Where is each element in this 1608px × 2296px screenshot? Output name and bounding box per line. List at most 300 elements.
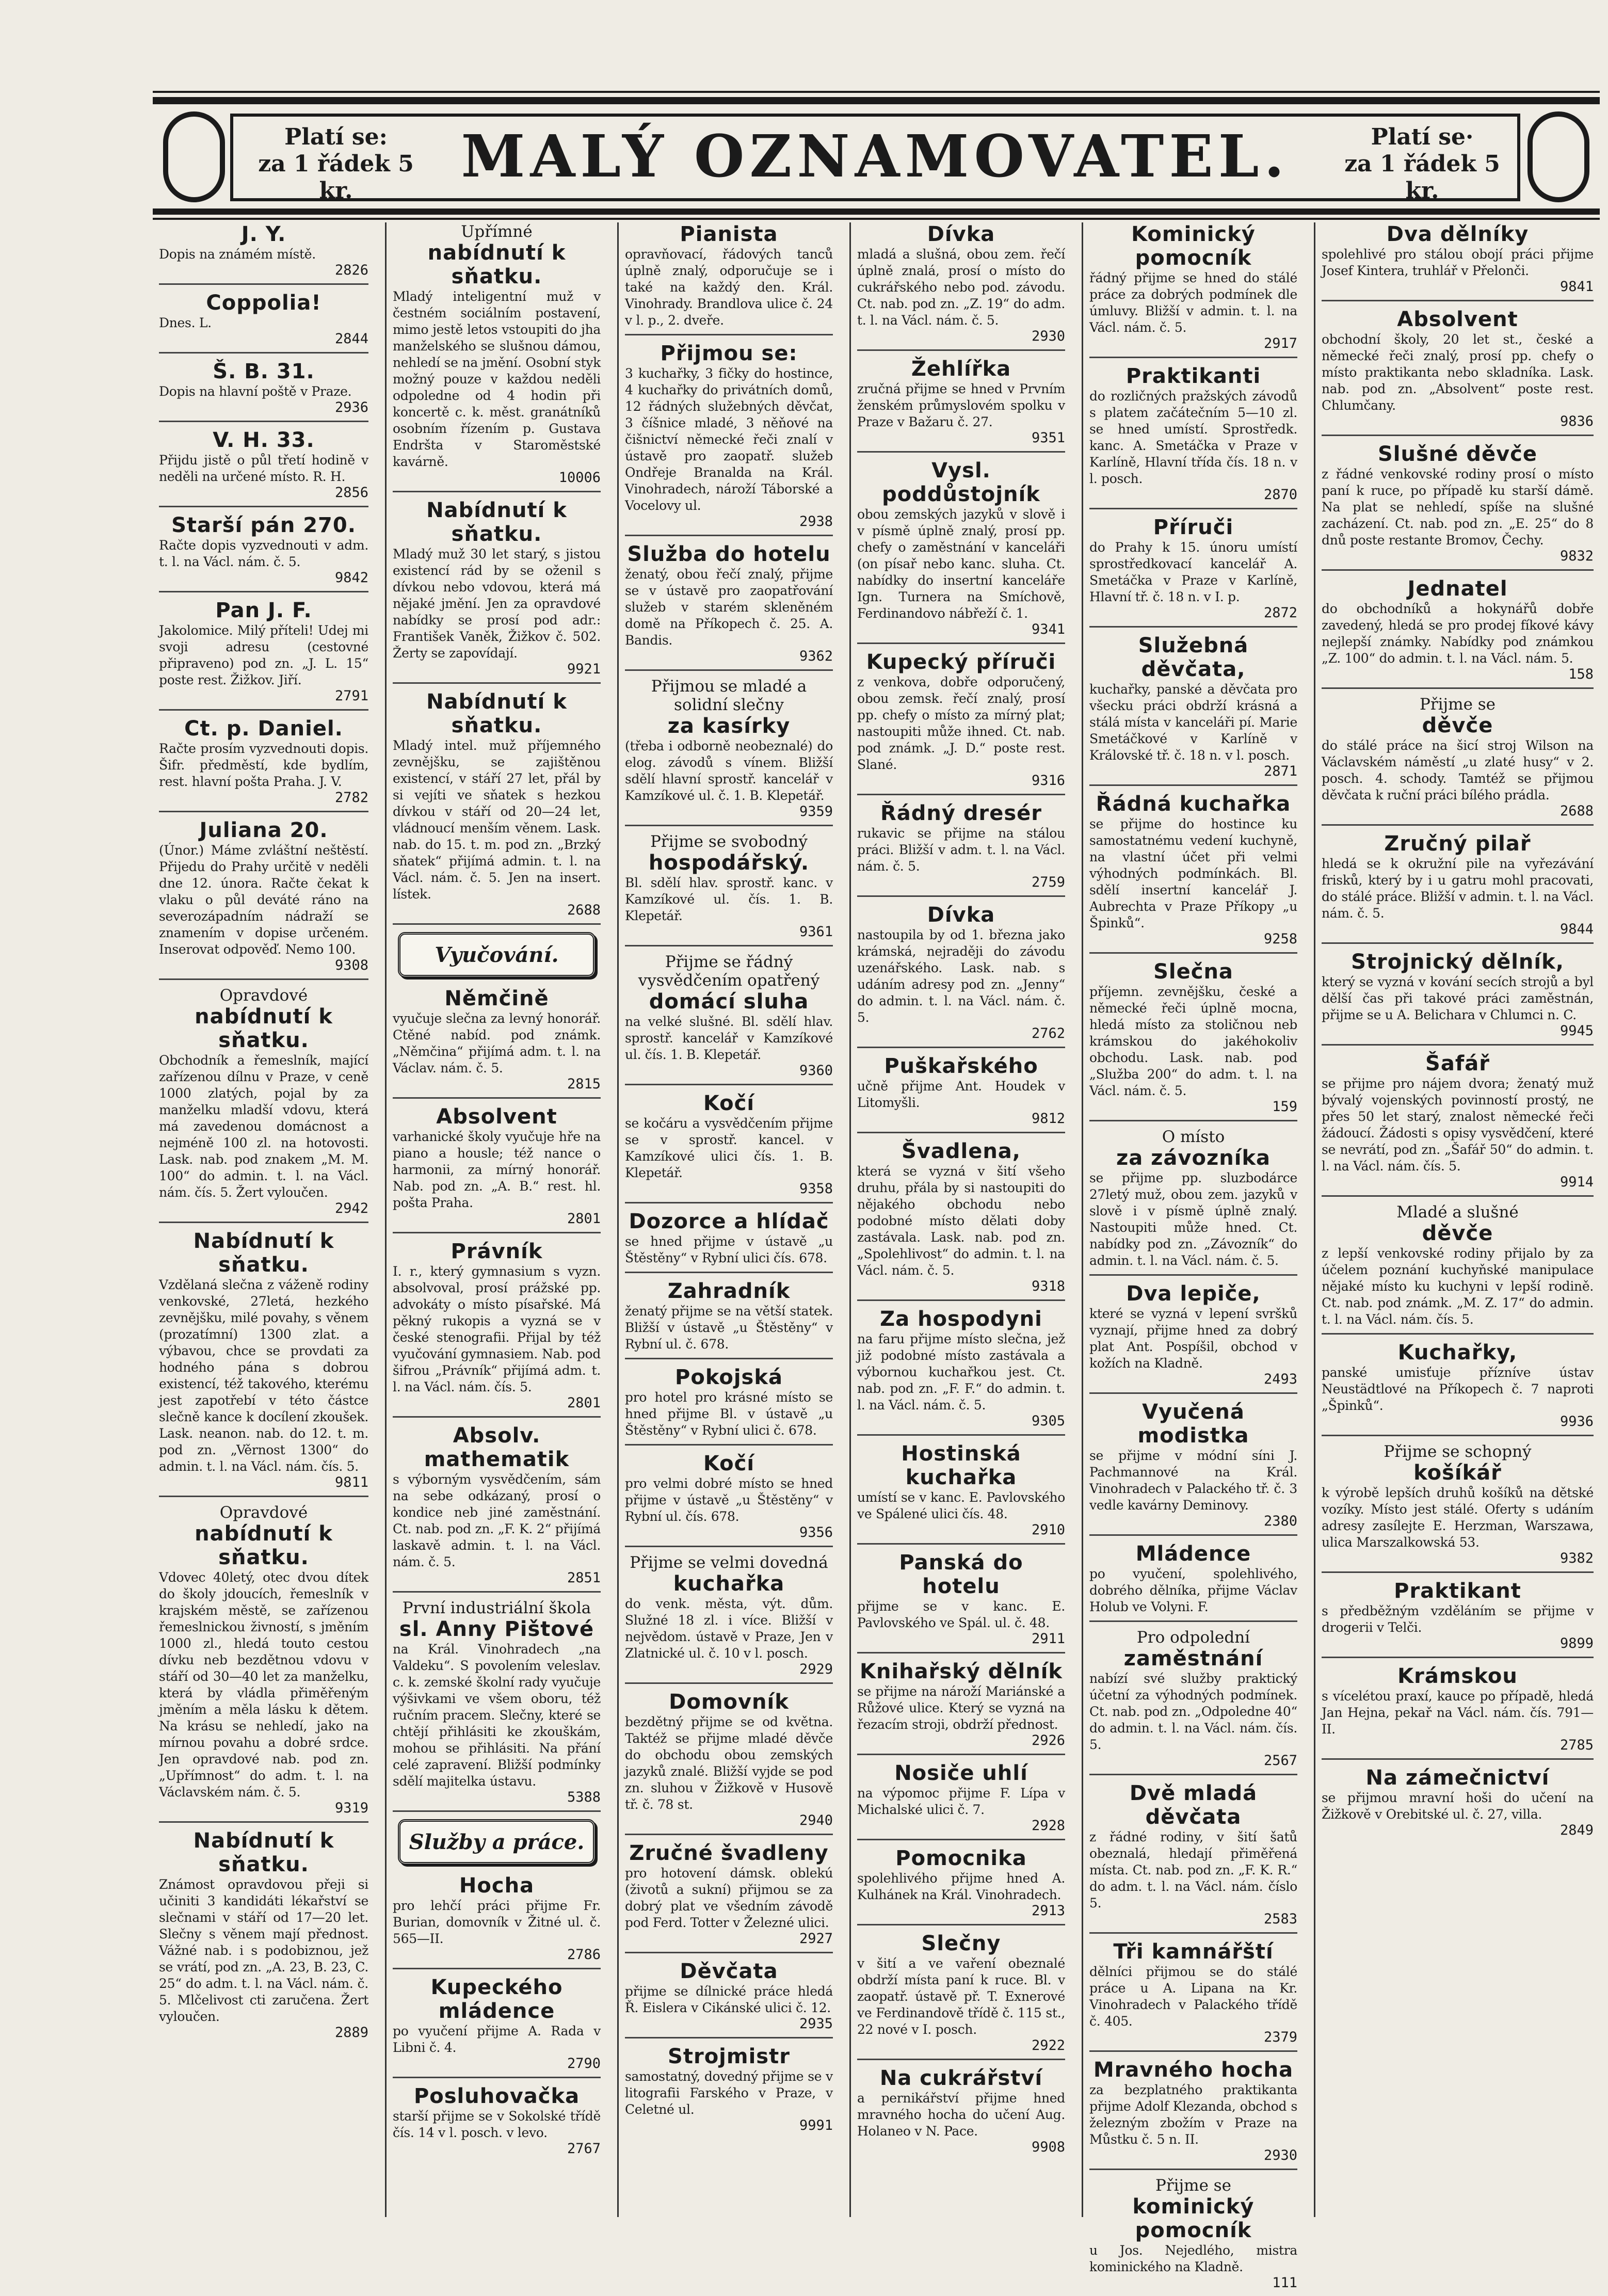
ad-code: 2942 (334, 1200, 368, 1216)
ad-code: 9382 (1559, 1550, 1594, 1566)
ad-code: 9362 (799, 648, 833, 664)
ad-text: přijme se dílnické práce hledá Ř. Eislera v Cikánské ulici č. 12. (625, 1984, 833, 2015)
ad-headline: Dva lepiče, (1126, 1282, 1261, 1306)
ad-headline: Coppolia! (206, 291, 321, 315)
ad-text: se přijmou mravní hoši do učení na Žižkově v Orebitské ul. č. 27, villa. (1322, 1790, 1594, 1822)
price-note-right (1329, 124, 1515, 204)
classified-ad (1322, 1203, 1594, 1335)
classified-ad (1322, 1442, 1594, 1573)
ad-text: opravňovací, řádových tanců úplně znalý, odporučuje se i také na každý den. Král. Vinohrady. Brandlova ulice č. 24 v l. p., 2. dveře. (625, 247, 833, 328)
classified-ad (625, 953, 833, 1085)
ad-text: po vyučení přijme A. Rada v Libni č. 4. (393, 2024, 601, 2055)
ad-headline: Dva dělníky (1386, 222, 1529, 246)
ad-kicker: Přijme se řádný vysvědčením opatřený (638, 953, 820, 990)
ad-text: zručná přijme se hned v Prvním ženském průmyslovém spolku v Praze v Bažaru č. 27. (857, 381, 1065, 429)
column-2 (385, 222, 607, 2217)
ad-text: umístí se v kanc. E. Pavlovského ve Spálené ulici čís. 48. (857, 1490, 1065, 1521)
ad-text: která se vyzná v šití všeho druhu, přála by si nastoupiti do nějakého obchodu nebo podobné místo dělati doby zastávala. Lask. nab. pod zn. „Spolehlivost“ do admin. t. l. na Václ. nám. č. 5. (857, 1164, 1065, 1278)
ad-code: 9836 (1559, 413, 1594, 429)
classified-ad (857, 357, 1065, 453)
ad-headline: Praktikant (1394, 1579, 1521, 1603)
ad-headline: Pomocnika (895, 1847, 1027, 1870)
ad-text: I. r., který gymnasium s vyzn. absolvoval, prosí prážské pp. advokáty o místo písařské. Má pěkný rukopis a vyzná se v české stenografii. Přijal by též vyučování gymnasiem. Nab. pod šifrou „Právník“ přijímá adm. t. l. na Václ. nám. čís. 5. (393, 1264, 601, 1394)
ad-headline: Právník (451, 1240, 543, 1263)
ad-headline: Nosiče uhlí (894, 1761, 1028, 1785)
classified-ad (857, 1847, 1065, 1925)
ad-text: bezdětný přijme se od května. Taktéž se přijme mladé děvče do obchodu obou zemských jazyků znalé. Bližší vyjde se pod zn. sluhou v Žižkově v Husově tř. č. 78 st. (625, 1714, 833, 1812)
classified-ad (625, 222, 833, 335)
ad-headline: Vysl. poddůstojník (882, 459, 1040, 506)
ad-headline: nabídnutí k sňatku. (195, 1005, 333, 1052)
classified-ad (1322, 1766, 1594, 1843)
ad-headline: Absolv. mathematik (424, 1424, 570, 1471)
ad-code: 2762 (1031, 1025, 1065, 1041)
ad-text: Vdovec 40letý, otec dvou dítek do školy jdoucích, řemeslník v krajském městě, se zařízenou řemeslnickou živností, s jměním 1000 zl., hledá touto cestou dívku neb bezdětnou vdovu v stáří od 30—40 let za manželku, která by vládla přiměřeným jměním a měla lásku k dětem. Na krásu se nehledí, jako na mírnou povahu a dobré srdce. Jen opravdové nab. pod zn. „Upřímnost“ do adm. t. l. na Václavském nám. č. 5. (159, 1570, 368, 1800)
ad-code: 2936 (334, 399, 368, 415)
ad-headline: domácí sluha (649, 990, 809, 1014)
ad-text: (Únor.) Máme zvláštní neštěstí. Přijedu do Prahy určitě v neděli dne 12. února. Račte čekat k vlaku o půl deváté ráno na severozápadním nádraží se znamením v dopise určeném. Inserovat odpověď. Nemo 100. (159, 843, 368, 957)
price-left-line1: Platí se: (284, 124, 388, 150)
ad-headline: Zručné švadleny (629, 1841, 829, 1865)
ad-text: s vícelétou praxí, kauce po případě, hledá Jan Hejna, pekař na Václ. nám. čís. 791—II. (1322, 1689, 1594, 1737)
ad-text: z lepší venkovské rodiny přijalo by za účelem poznání kuchyňské manipulace nějaké místo ku kuchyni v lepší rodině. Ct. nab. pod známk. „M. Z. 17“ do admin. t. l. na Václ. nám. čís. 5. (1322, 1246, 1594, 1327)
classified-ad (393, 2084, 601, 2162)
ad-headline: Juliana 20. (199, 818, 328, 842)
ad-text: se přijme na nároží Mariánské a Růžové ulice. Který se vyzná na řezacím stroji, obdrží přednost. (857, 1684, 1065, 1732)
ad-headline: Zručný pilař (1384, 832, 1531, 856)
ad-code: 2930 (1031, 328, 1065, 344)
ad-code: 9908 (1031, 2139, 1065, 2155)
column-1 (153, 222, 375, 2217)
classified-ad (625, 1210, 833, 1273)
ad-code: 2938 (799, 513, 833, 529)
price-right-line2: za 1 řádek 5 kr. (1344, 151, 1500, 204)
ad-headline: Mládence (1135, 1542, 1251, 1566)
classified-ad (857, 1761, 1065, 1840)
ad-text: pro hotel pro krásné místo se hned přijme Bl. v ústavě „u Štěstěny“ v Rybní ulici č. 678. (625, 1390, 833, 1438)
ad-headline: Žehlířka (911, 357, 1011, 381)
ad-headline: Jednatel (1407, 577, 1508, 601)
ad-text: do Prahy k 15. únoru umístí sprostředkovací kancelář A. Smetáčka v Praze v Karlíně, Hlavní tř. č. 18 n. v I. p. (1089, 540, 1297, 604)
top-rule (153, 91, 1600, 93)
ad-code: 158 (1568, 666, 1594, 682)
ad-text: do obchodníků a hokynářů dobře zavedený, hledá se pro prodej fíkové kávy nejlepší známky. Nabídky pod známkou „Z. 100“ do admin. t. l. na Václ. nám. 5. (1322, 601, 1594, 666)
classified-ad (857, 459, 1065, 644)
classified-ad (1322, 577, 1594, 689)
ad-text: obchodní školy, 20 let st., české a německé řeči znalý, prosí pp. chefy o místo praktikanta nebo skladníka. Lask. nab. pod zn. „Absolvent“ poste rest. Chlumčany. (1322, 332, 1594, 413)
classified-ad (625, 1452, 833, 1547)
classified-ad (393, 1105, 601, 1233)
ad-code: 2889 (334, 2025, 368, 2041)
ad-code: 111 (1272, 2275, 1297, 2291)
price-note-left (243, 124, 429, 204)
ad-text: se přijme pp. sluzbodárce 27letý muž, obou zem. jazyků v slově i v písmě úplně znalý. Nastoupiti může hned. Ct. nabídky pod zn. „Závozník“ do admin. t. l. na Václ. nám. č. 5. (1089, 1170, 1297, 1268)
ad-text: do venk. města, výt. dům. Služné 18 zl. i více. Bližší v nejvědom. ústavě v Praze, Jen v Zlatnické ul. č. 10 v l. posch. (625, 1596, 833, 1661)
classified-ad (1089, 2058, 1297, 2170)
classified-ad (625, 1841, 833, 1953)
ad-code: 2930 (1263, 2147, 1297, 2163)
classified-ad (857, 222, 1065, 351)
ad-text: vyučuje slečna za levný honorář. Ctěné nabíd. pod známk. „Němčina“ přijímá adm. t. l. na Václav. nám. č. 5. (393, 1011, 601, 1075)
ad-code: 2856 (334, 485, 368, 501)
ad-text: z řádné rodiny, v šití šatů obeznalá, hledají přiměřená místa. Ct. nab. pod zn. „F. K. R.“ do adm. t. l. na Václ. nám. číslo 5. (1089, 1829, 1297, 1910)
masthead-title: MALÝ OZNAMOVATEL. (461, 123, 1290, 190)
ad-text: na faru přijme místo slečna, jež již podobné místo zastávala a výbornou kuchařkou jest. Ct. nab. pod zn. „F. F.“ do admin. t. l. na Václ. nám. č. 5. (857, 1331, 1065, 1412)
ad-code: 2380 (1263, 1513, 1297, 1529)
ad-code: 9319 (334, 1800, 368, 1816)
classified-ad (1322, 1052, 1594, 1197)
ad-headline: Slečny (921, 1932, 1001, 1955)
ad-text: který se vyzná v kování secích strojů a byl dělší čas při takové práci zaměstnán, přijme se u A. Belichara v Chlumci n. C. (1322, 974, 1594, 1022)
classified-ad (857, 1932, 1065, 2060)
ad-text: se hned přijme v ústavě „u Štěstěny“ v Rybní ulici čís. 678. (625, 1234, 833, 1265)
ad-text: se přijme do hostince ku samostatnému vedení kuchyně, na vlastní účet při velmi výhodných podmínkách. Bl. sdělí insertní kancelář J. Aubrechta v Praze Příkopy „u Špinků“. (1089, 816, 1297, 930)
ad-headline: Hocha (459, 1874, 535, 1898)
ad-code: 9316 (1031, 773, 1065, 789)
ad-text: na výpomoc přijme F. Lípa v Michalské ulici č. 7. (857, 1786, 1065, 1817)
ad-headline: nabídnutí k sňatku. (427, 241, 566, 288)
ad-headline: Pokojská (675, 1366, 783, 1389)
ad-text: Mladý muž 30 let starý, s jistou existencí rád by se oženil s dívkou nebo vdovou, která má nějaké jmění. Jen za opravdové nabídky se prosí pod adr.: František Vaněk, Žižkov č. 502. Žerty se zapovídají. (393, 547, 601, 661)
ad-code: 2871 (1263, 763, 1297, 779)
ad-text: 3 kuchařky, 3 fičky do hostince, 4 kuchařky do privátních domů, 12 řádných služebných děvčat, 3 číšnice mladé, 3 něňové na čišnictví německé řeči znalí v ústavě pro zaopatř. služeb Ondřeje Branalda na Král. Vinohradech, nároží Táborské a Vocelovy ul. (625, 366, 833, 513)
ad-headline: hospodářský. (648, 851, 810, 875)
ad-code: 2786 (567, 1947, 601, 1963)
ad-text: spolehlivého přijme hned A. Kulhánek na Král. Vinohradech. (857, 1871, 1065, 1902)
ad-code: 2922 (1031, 2037, 1065, 2053)
classified-ad (393, 987, 601, 1099)
ad-headline: Kominický pomocník (1131, 222, 1256, 270)
classified-ad (1322, 1341, 1594, 1436)
ad-headline: Krámskou (1397, 1664, 1518, 1688)
column-6 (1314, 222, 1600, 2217)
classified-ad (159, 513, 368, 592)
ad-headline: Šafář (1425, 1052, 1490, 1075)
ad-headline: děvče (1422, 714, 1493, 737)
ad-code: 2767 (567, 2141, 601, 2157)
classified-ad (1322, 308, 1594, 436)
classified-columns (153, 222, 1600, 2291)
classified-ad (1089, 1128, 1297, 1276)
ad-code: 9356 (799, 1524, 833, 1540)
ad-code: 2759 (1031, 874, 1065, 890)
ad-headline: Hostinská kuchařka (901, 1442, 1021, 1489)
ad-text: přijme se v kanc. E. Pavlovského ve Spál. ul. č. 48. (857, 1599, 1065, 1630)
ad-text: Mladý intel. muž příjemného zevnějšku, se zajištěnou existencí, v stáří 27 let, přál by si vejíti ve sňatek s hezkou dívkou v stáří od 20—24 let, vládnoucí menším věnem. Lask. nab. do 15. t. m. pod zn. „Brzký sňatek“ přijímá admin. t. l. na Václ. nám. č. 5. Jen na insert. lístek. (393, 738, 601, 902)
classified-ad (1089, 1400, 1297, 1536)
ad-code: 2940 (799, 1812, 833, 1828)
ad-headline: za kasírky (667, 714, 791, 738)
ad-headline: Kuchařky, (1397, 1341, 1518, 1364)
ad-code: 9832 (1559, 548, 1594, 564)
ad-text: pro lehčí práci přijme Fr. Burian, domovník v Žitné ul. č. 565—II. (393, 1898, 601, 1946)
ad-text: po vyučení, spolehlivého, dobrého dělníka, přijme Václav Holub ve Volyni. F. (1089, 1566, 1297, 1614)
classified-ad (1322, 1664, 1594, 1760)
ad-text: příjemn. zevnějšku, české a německé řeči úplně mocna, hledá místo za stoličnou neb krámskou do jakéhokoliv obchodu. Lask. nab. pod „Služba 200“ do adm. t. l. na Václ. nám. č. 5. (1089, 984, 1297, 1098)
ad-headline: Kupecký příruči (866, 650, 1056, 674)
classified-ad (1089, 1940, 1297, 2052)
ad-code: 2782 (334, 790, 368, 806)
ad-code: 2785 (1559, 1737, 1594, 1753)
left-ornament (163, 111, 225, 202)
ad-headline: Na cukrářství (879, 2066, 1043, 2090)
ad-text: k výrobě lepších druhů košíků na dětské vozíky. Místo jest stálé. Oferty s udáním adresy zasílejte E. Herzman, Warszawa, ulica Marszalkowská 53. (1322, 1485, 1594, 1550)
ad-code: 9318 (1031, 1278, 1065, 1294)
ad-headline: Starší pán 270. (171, 513, 356, 537)
ad-text: které se vyzná v lepení svršků vyznají, přijme hned za dobrý plat Ant. Pospíšil, obchod v kožích na Kladně. (1089, 1306, 1297, 1371)
ad-kicker: Přijme se velmi dovedná (630, 1553, 828, 1572)
ad-headline: Na zámečnictví (1365, 1766, 1550, 1790)
ad-code: 9305 (1031, 1413, 1065, 1429)
ad-headline: Strojnický dělník, (1351, 950, 1564, 974)
top-thick-rule (153, 97, 1600, 104)
ad-headline: nabídnutí k sňatku. (195, 1522, 333, 1569)
ad-code: 2688 (567, 902, 601, 918)
bottom-rule (153, 218, 1600, 220)
ad-code: 2911 (1031, 1631, 1065, 1647)
ad-text: spolehlivé pro stálou obojí práci přijme Josef Kintera, truhlář v Přelonči. (1322, 247, 1594, 278)
ad-headline: Slušné děvče (1377, 442, 1537, 466)
ad-code: 5388 (567, 1789, 601, 1805)
ad-headline: Řádná kuchařka (1096, 792, 1291, 816)
classified-ad (625, 1279, 833, 1359)
ad-kicker: Přijme se (1419, 695, 1496, 714)
ad-code: 159 (1272, 1099, 1297, 1115)
ad-code: 2935 (799, 2016, 833, 2032)
ad-code: 2815 (567, 1076, 601, 1092)
ad-code: 9945 (1559, 1023, 1594, 1039)
ad-headline: Dvě mladá děvčata (1129, 1781, 1258, 1829)
ad-code: 2927 (799, 1931, 833, 1947)
ad-kicker: Přijmou se mladé a solidní slečny (651, 677, 807, 714)
ad-code: 2791 (334, 688, 368, 704)
ad-text: z venkova, dobře odporučený, obou zemsk. řečí znalý, prosí pp. chefy o místo za mírný plat; nastoupiti může ihned. Ct. nab. pod známk. „J. D.“ poste rest. Slané. (857, 675, 1065, 772)
ad-text: nabízí své služby praktický účetní za výhodných podmínek. Ct. nab. pod zn. „Odpoledne 40“ do admin. t. l. na Václ. nám. čís. 5. (1089, 1671, 1297, 1752)
ad-headline: J. Y. (241, 222, 286, 246)
ad-kicker: O místo (1162, 1128, 1225, 1146)
classified-ad (1089, 2176, 1297, 2296)
classified-ad (1322, 442, 1594, 571)
ad-text: nastoupila by od 1. března jako krámská, nejraději do závodu uzenářského. Lask. nab. s udáním adresy pod zn. „Jenny“ do admin. t. l. na Václ. nám. č. 5. (857, 927, 1065, 1025)
ad-headline: Švadlena, (901, 1139, 1021, 1163)
ad-headline: Slečna (1153, 960, 1233, 984)
classified-ad (1322, 222, 1594, 301)
classified-ad (857, 1660, 1065, 1755)
ad-headline: sl. Anny Pištové (399, 1617, 594, 1641)
ad-text: obou zemských jazyků v slově i v písmě úplně znalý, prosí pp. chefy o zaměstnání v kanceláři (on písař nebo kanc. sluha. Ct. nabídky do insertní kanceláře Ign. Turnera na Smíchově, Ferdinandovo nábřeží č. 1. (857, 507, 1065, 621)
ad-text: do rozličných pražských závodů s platem začátečním 5—10 zl. se hned umístí. Sprostředk. kanc. A. Smetáčka v Praze v Karlíně, Hlavní třída čís. 18 n. v l. posch. (1089, 389, 1297, 486)
section-heading: Služby a práce. (398, 1819, 596, 1865)
classified-ad (159, 599, 368, 711)
classified-ad (393, 1976, 601, 2078)
ad-code: 9308 (334, 957, 368, 973)
classified-ad (857, 801, 1065, 897)
ad-code: 2872 (1263, 605, 1297, 621)
classified-ad (625, 342, 833, 536)
ad-code: 2567 (1263, 1753, 1297, 1769)
ad-code: 2849 (1559, 1822, 1594, 1838)
classified-ad (159, 1229, 368, 1497)
ad-code: 2801 (567, 1211, 601, 1227)
ad-headline: Kočí (703, 1452, 755, 1475)
ad-code: 2928 (1031, 1818, 1065, 1834)
ad-text: (třeba i odborně neobeznalé) do elog. závodů s vínem. Bližší sdělí hlavní sprostř. kancelář v Kamzíkové ul. č. 1. B. Klepetář. (625, 738, 833, 803)
ad-headline: košíkář (1413, 1461, 1502, 1485)
classified-ad (159, 1829, 368, 2046)
ad-text: na velké slušné. Bl. sdělí hlav. sprostř. kancelář v Kamzíkové ul. čís. 1. B. Klepetář. (625, 1014, 833, 1062)
classified-ad (393, 690, 601, 925)
classified-ad (159, 291, 368, 354)
ad-text: se přijme pro nájem dvora; ženatý muž bývalý vojenských povinností prostý, ne přes 50 let starý, znalost německé řeči žádoucí. Žádosti s opisy vysvědčení, které se nevrátí, pod zn. „Šafář 50“ do admin. t. l. na Václ. nám. čís. 5. (1322, 1076, 1594, 1174)
ad-text: starší přijme se v Sokolské třídě čís. 14 v l. posch. v levo. (393, 2109, 601, 2140)
ad-headline: Příruči (1153, 516, 1234, 539)
ad-text: Přijdu jistě o půl třetí hodině v neděli na určené místo. R. H. (159, 453, 368, 484)
ad-headline: Puškařského (884, 1054, 1038, 1078)
ad-text: panské umisťuje přízníve ústav Neustädtlové na Příkopech č. 7 naproti „Špinků“. (1322, 1365, 1594, 1413)
ad-headline: Strojmistr (668, 2045, 790, 2068)
ad-headline: Dozorce a hlídač (629, 1210, 829, 1233)
ad-text: Dopis na známém místě. (159, 247, 316, 262)
ad-headline: Absolvent (436, 1105, 557, 1129)
ad-headline: Absolvent (1397, 308, 1518, 331)
ad-text: mladá a slušná, obou zem. řečí úplně znalá, prosí o místo do cukrářského nebo pod. závodu. Ct. nab. pod zn. „Z. 19“ do adm. t. l. na Václ. nám. č. 5. (857, 247, 1065, 328)
ad-headline: Nabídnutí k sňatku. (426, 499, 567, 546)
ad-code: 9842 (334, 570, 368, 586)
classified-ad (1322, 1579, 1594, 1658)
ad-code: 9351 (1031, 430, 1065, 446)
ad-text: se kočáru a vysvědčením přijme se v sprostř. kancel. v Kamzíkové ulici čís. 1. B. Klepetář. (625, 1116, 833, 1180)
ad-code: 9341 (1031, 621, 1065, 637)
ad-headline: Mravného hocha (1093, 2058, 1294, 2082)
classified-ad (1089, 222, 1297, 358)
ad-text: Obchodník a řemeslník, mající zařízenou dílnu v Praze, v ceně 1000 zlatých, pojal by za manželku mladší vdovu, která má zavedenou domácnost a nejméně 100 zl. na hotovosti. Lask. nab. pod znakem „M. M. 100“ do admin. t. l. na Václ. nám. čís. 5. Žert vyloučen. (159, 1053, 368, 1200)
ad-headline: zaměstnání (1123, 1647, 1263, 1671)
classified-ad (1089, 516, 1297, 628)
ad-code: 9936 (1559, 1414, 1594, 1430)
ad-text: varhanické školy vyučuje hře na piano a housle; též nance o harmonii, za mírný honorář. Nab. pod zn. „A. B.“ rest. hl. pošta Praha. (393, 1129, 601, 1210)
classified-ad (625, 1553, 833, 1684)
classified-ad (159, 717, 368, 812)
ad-code: 2801 (567, 1395, 601, 1411)
ad-text: učně přijme Ant. Houdek v Litomyšli. (857, 1079, 1065, 1110)
classified-ad (625, 1366, 833, 1446)
classified-ad (857, 650, 1065, 795)
ad-text: Dopis na hlavní poště v Praze. (159, 384, 352, 399)
ad-text: Račte dopis vyzvednouti v adm. t. l. na Václ. nám. č. 5. (159, 538, 368, 569)
classified-ad (159, 818, 368, 980)
classified-ad (1322, 832, 1594, 944)
column-3 (617, 222, 839, 2217)
ad-code: 9921 (567, 661, 601, 677)
ad-headline: V. H. 33. (213, 428, 315, 452)
ad-kicker: Opravdové (219, 986, 308, 1005)
ad-headline: Nabídnutí k sňatku. (193, 1829, 334, 1876)
ad-headline: Děvčata (680, 1960, 778, 1983)
ad-headline: Pianista (680, 222, 778, 246)
classified-ad (1089, 1282, 1297, 1394)
classified-ad (1089, 1781, 1297, 1934)
ad-text: s předběžným vzděláním se přijme v drogerii v Telči. (1322, 1603, 1594, 1635)
ad-kicker: Opravdové (219, 1503, 308, 1522)
ad-text: Mladý inteligentní muž v čestném sociálním postavení, mimo jestě letos vstoupiti do jha manželského se slušnou dámou, nehledí se na jmění. Osobní styk možný pouze v každou neděli odpoledne od 4 hodin při koncertě c. k. měst. granátníků osobním řízením p. Gustava Endršta v Staroměstské kavárně. (393, 289, 601, 469)
ad-code: 2917 (1263, 335, 1297, 351)
ad-headline: Za hospodyni (880, 1307, 1042, 1331)
ad-headline: Posluhovačka (413, 2084, 580, 2108)
ad-headline: Domovník (669, 1690, 789, 1714)
ad-code: 10006 (558, 470, 601, 486)
classified-ad (625, 832, 833, 946)
ad-text: kuchařky, panské a děvčata pro všecku práci obdrží krásná a stálá místa v kanceláři pí. Marie Smetáčkové v Karlíně v Královské tř. č. 18 n. v l. posch. (1089, 682, 1297, 763)
price-left-line2: za 1 řádek 5 kr. (258, 151, 414, 204)
ad-code: 9358 (799, 1181, 833, 1197)
ad-text: na Král. Vinohradech „na Valdeku“. S povolením veleslav. c. k. zemské školní rady vyučuje výšivkami ve všem oboru, též ručním pracem. Slečny, které se chtějí přihlásiti ke zkouškám, mohou se přihlásiti. Na přání celé zapravení. Bližší podmínky sdělí majitelka ústavu. (393, 1642, 601, 1789)
ad-code: 2493 (1263, 1371, 1297, 1387)
ad-code: 9841 (1559, 279, 1594, 295)
classified-ad (625, 1091, 833, 1203)
ad-headline: Panská do hotelu (899, 1551, 1023, 1598)
ad-text: hledá se k okružní pile na vyřezávání frisků, který by i u gatru mohl pracovati, do stálé práce. Bližší v admin. t. l. na Václ. nám. č. 5. (1322, 856, 1594, 921)
ad-headline: Přijmou se: (660, 342, 798, 365)
classified-ad (159, 428, 368, 507)
ad-headline: Nabídnutí k sňatku. (193, 1229, 334, 1277)
ad-text: Bl. sdělí hlav. sprostř. kanc. v Kamzíkové ul. čís. 1. B. Klepetář. (625, 875, 833, 923)
newspaper-page (153, 91, 1600, 2291)
classified-ad (625, 1690, 833, 1835)
classified-ad (393, 1599, 601, 1812)
column-5 (1082, 222, 1304, 2291)
ad-code: 9361 (799, 924, 833, 940)
classified-ad (1089, 792, 1297, 954)
ad-code: 9812 (1031, 1111, 1065, 1127)
ad-headline: Němčině (444, 987, 549, 1010)
classified-ad (857, 1307, 1065, 1436)
ad-code: 9359 (799, 804, 833, 820)
ad-headline: Řádný dresér (880, 801, 1042, 825)
ad-code: 9811 (334, 1474, 368, 1490)
ad-headline: Vyučená modistka (1137, 1400, 1249, 1448)
ad-text: u Jos. Nejedlého, mistra kominického na Kladně. (1089, 2243, 1297, 2274)
ad-text: samostatný, dovedný přijme se v litografii Farského v Praze, v Celetné ul. (625, 2069, 833, 2117)
classified-ad (159, 1503, 368, 1823)
ad-headline: Dívka (927, 903, 995, 927)
classified-ad (625, 1960, 833, 2038)
ad-text: za bezplatného praktikanta přijme Adolf Klezanda, obchod s železným zbožím v Praze na Můstku č. 5 n. II. (1089, 2082, 1297, 2147)
ad-text: řádný přijme se hned do stálé práce za dobrých podmínek dle úmluvy. Bližší v admin. t. l. na Václ. nám. č. 5. (1089, 270, 1297, 335)
classified-ad (159, 222, 368, 285)
ad-kicker: Pro odpolední (1136, 1628, 1250, 1647)
ad-text: Dnes. L. (159, 315, 212, 330)
classified-ad (159, 360, 368, 422)
ad-code: 9360 (799, 1063, 833, 1079)
ad-code: 9991 (799, 2117, 833, 2133)
classified-ad (393, 222, 601, 492)
classified-ad (1089, 1628, 1297, 1775)
ad-text: pro hotovení dámsk. oblekú (životů a sukní) přijmou se za dobrý plat ve všedním závodě pod Ferd. Totter v Železné ulici. (625, 1866, 833, 1930)
masthead (153, 91, 1600, 220)
classified-ad (393, 1240, 601, 1418)
ad-text: Známost opravdovou přeji si učiniti 3 kandidáti lékařství se slečnami v stáří od 17—20 let. Slečny s věnem mají přednost. Vážné nab. i s podobiznou, jež se vrátí, pod zn. „A. 23, B. 23, C. 25“ do adm. t. l. na Václ. nám. č. 5. Mlčelivost cti zaručena. Žert vyloučen. (159, 1877, 368, 2024)
ad-code: 2913 (1031, 1903, 1065, 1919)
ad-headline: Knihařský dělník (859, 1660, 1063, 1683)
ad-text: Račte prosím vyzvednouti dopis. Šifr. předměstí, kde bydlím, rest. hlavní pošta Praha. J. V. (159, 741, 368, 789)
ad-code: 2826 (334, 262, 368, 278)
classified-ad (857, 903, 1065, 1048)
classified-ad (857, 1139, 1065, 1301)
ad-headline: Pan J. F. (215, 599, 312, 622)
ad-headline: Praktikanti (1125, 364, 1261, 388)
price-right-line1: Platí se· (1371, 124, 1474, 150)
ad-code: 2844 (334, 331, 368, 347)
